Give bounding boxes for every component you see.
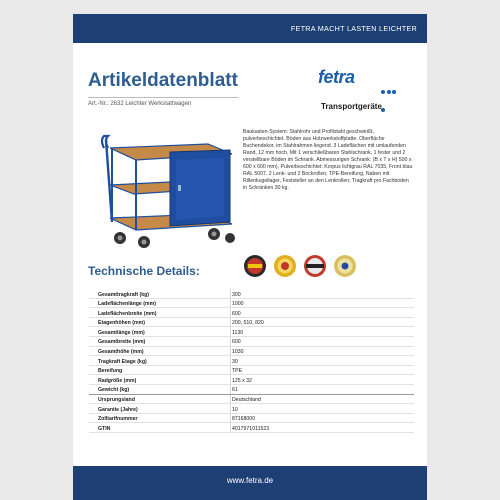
- spec-label: GTIN: [98, 425, 111, 432]
- tested-seal-icon: [303, 254, 327, 278]
- spec-label: Gewicht (kg): [98, 387, 130, 394]
- spec-value: 61: [232, 387, 238, 394]
- spec-label: Gesamthöhe (mm): [98, 349, 144, 356]
- spec-label: Gesamtlänge (mm): [98, 329, 145, 336]
- guarantee-seal-icon: [273, 254, 297, 278]
- spec-row: [89, 423, 414, 433]
- spec-row: [89, 289, 414, 299]
- quality-seals: [233, 254, 403, 284]
- specs-table: [89, 289, 414, 433]
- spec-value: 4017971011523: [232, 425, 270, 432]
- spec-row: [89, 395, 414, 405]
- spec-label: Gesamtbreite (mm): [98, 339, 146, 346]
- footer-url[interactable]: www.fetra.de: [226, 476, 274, 485]
- spec-value: 1030: [232, 349, 244, 356]
- spec-label: Tragkraft Etage (kg): [98, 358, 147, 365]
- award-seal-icon: [333, 254, 357, 278]
- logo-dots-icon: [381, 81, 398, 117]
- spec-row: [89, 327, 414, 337]
- spec-row: [89, 299, 414, 309]
- spec-label: Ursprungsland: [98, 397, 135, 404]
- spec-row: [89, 375, 414, 385]
- spec-label: Gesamttragkraft (kg): [98, 291, 150, 298]
- spec-value: 1000: [232, 301, 244, 308]
- spec-value: 1130: [232, 329, 244, 336]
- spec-value: 30: [232, 358, 238, 365]
- product-image: [90, 130, 240, 250]
- spec-label: Zolltarifnummer: [98, 416, 138, 423]
- spec-value: 600: [232, 310, 241, 317]
- page-title: Artikeldatenblatt: [88, 70, 238, 91]
- spec-row: [89, 414, 414, 424]
- article-subtitle: [88, 97, 238, 107]
- spec-value: 600: [232, 339, 241, 346]
- spec-row: [89, 356, 414, 366]
- spec-value: 87168000: [232, 416, 256, 423]
- spec-label: Ladeflächenlänge (mm): [98, 301, 156, 308]
- specs-title: Technische Details:: [88, 264, 200, 278]
- article-number: Art.-Nr.: 2632 Leichter Werkstattwagen: [88, 101, 192, 107]
- header-slogan: FETRA MACHT LASTEN LEICHTER: [290, 24, 417, 33]
- spec-row: [89, 404, 414, 414]
- spec-value: 125 x 32: [232, 377, 252, 384]
- spec-value: Deutschland: [232, 397, 261, 404]
- title-rule: [88, 97, 238, 98]
- spec-label: Etagenhöhen (mm): [98, 320, 145, 327]
- spec-row: [89, 347, 414, 357]
- brand-logo: [318, 67, 398, 88]
- spec-row: [89, 318, 414, 328]
- spec-row: [89, 385, 414, 395]
- product-description: Baukasten-System: Stahlrohr und Profilstahl geschweißt, pulverbeschichtet. Böden aus Holzwerkstoffplatte. Oberfläche Buchendekor, im Stahlrahmen liegend. 3 Ladeflächen mit umlaufenden Rand, 12 mm hoch. Mit 1 verschließbaren Stahlschrank, 1 fester und 2 verstellbare Böden im Schrank. Abmessungen Schrank: (B x T x H) 500 x 600 x 600 mm), Pulverbeschichtet: Korpus lichtgrau RAL 7035, Front blau RAL 5007. 2 Lenk- und 2 Bockrollen, TPE-Bereifung, Naben mit Rillenkugellager, Feststeller an den Lenkrollen; Tragkraft pro Fachboden in Schränken 30 kg.: [243, 129, 413, 191]
- spec-label: Bereifung: [98, 368, 123, 375]
- quality-seal-icon: [243, 254, 267, 278]
- spec-label: Radgröße (mm): [98, 377, 137, 384]
- logo-wordmark: fetra: [318, 67, 355, 87]
- brand-tagline: Transportgeräte: [321, 102, 382, 111]
- footer-bar: [73, 466, 427, 500]
- spec-value: 200, 510, 820: [232, 320, 264, 327]
- spec-value: 300: [232, 291, 241, 298]
- spec-row: [89, 308, 414, 318]
- spec-label: Ladeflächenbreite (mm): [98, 310, 157, 317]
- spec-value: 10: [232, 406, 238, 413]
- header-bar: [73, 14, 427, 43]
- datasheet-page: [73, 14, 427, 500]
- spec-row: [89, 337, 414, 347]
- spec-label: Garantie (Jahre): [98, 406, 138, 413]
- spec-row: [89, 366, 414, 376]
- spec-value: TPE: [232, 368, 243, 375]
